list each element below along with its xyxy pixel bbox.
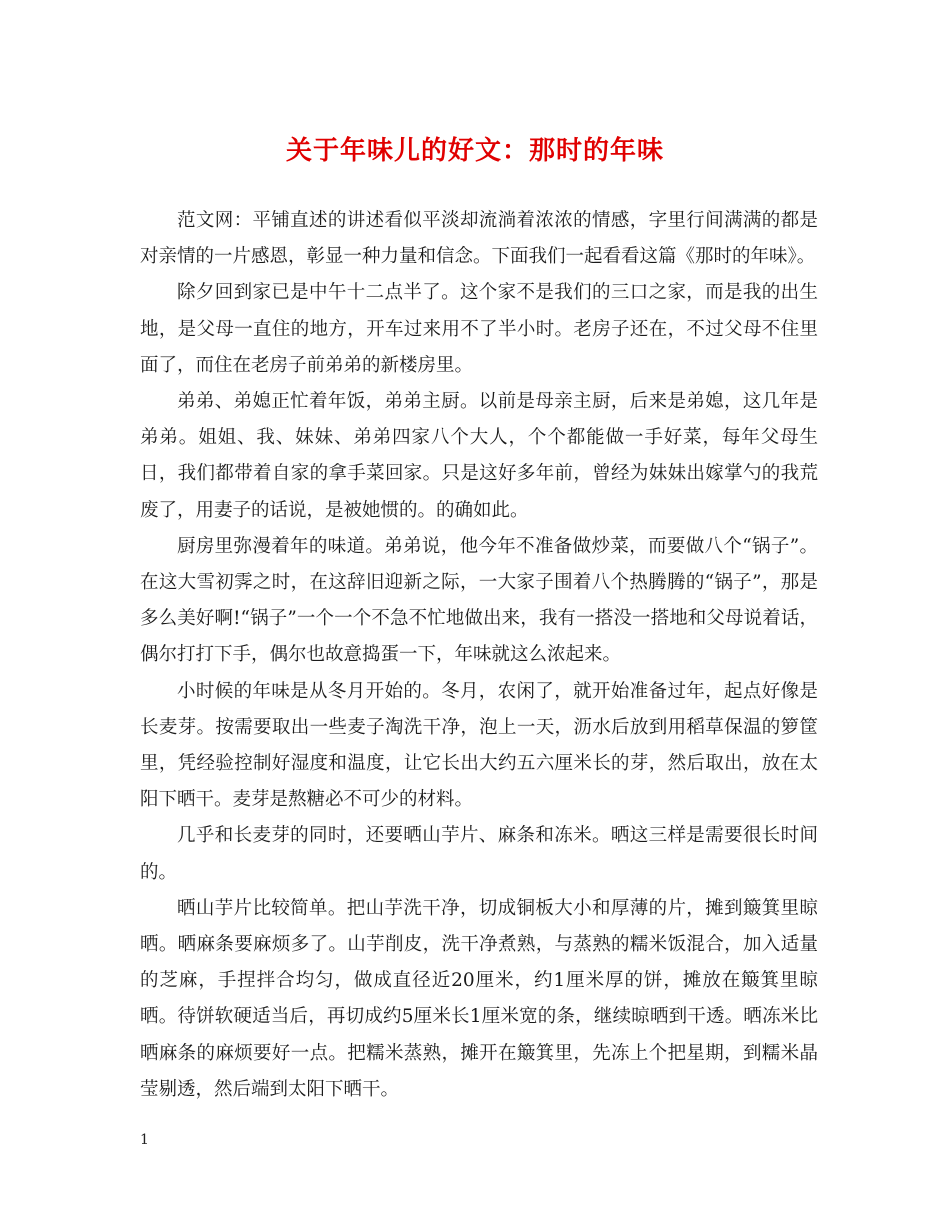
paragraph: 小时候的年味是从冬月开始的。冬月，农闲了，就开始准备过年，起点好像是长麦芽。按需要取出一些麦子淘洗干净，泡上一天，沥水后放到用稻草保温的箩筐里，凭经验控制好湿度和温度，让它长出大约五六厘米长的芽，然后取出，放在太阳下晒干。麦芽是熬糖必不可少的材料。 xyxy=(140,680,818,811)
paragraph: 范文网：平铺直述的讲述看似平淡却流淌着浓浓的情感，字里行间满满的都是对亲情的一片感恩，彰显一种力量和信念。下面我们一起看看这篇《那时的年味》。 xyxy=(140,210,818,268)
paragraph: 几乎和长麦芽的同时，还要晒山芋片、麻条和冻米。晒这三样是需要很长时间的。 xyxy=(140,825,818,883)
paragraph: 弟弟、弟媳正忙着年饭，弟弟主厨。以前是母亲主厨，后来是弟媳，这几年是弟弟。姐姐、我、妹妹、弟弟四家八个大人，个个都能做一手好菜，每年父母生日，我们都带着自家的拿手菜回家。只是这好多年前，曾经为妹妹出嫁掌勺的我荒废了，用妻子的话说，是被她惯的。的确如此。 xyxy=(140,391,818,521)
page-number: 1 xyxy=(140,1132,149,1148)
paragraph: 晒山芋片比较简单。把山芋洗干净，切成铜板大小和厚薄的片，摊到簸箕里晾晒。晒麻条要麻烦多了。山芋削皮，洗干净煮熟，与蒸熟的糯米饭混合，加入适量的芝麻，手捏拌合均匀，做成直径近20厘米，约1厘米厚的饼，摊放在簸箕里晾晒。待饼软硬适当后，再切成约5厘米长1厘米宽的条，继续晾晒到干透。晒冻米比晒麻条的麻烦要好一点。把糯米蒸熟，摊开在簸箕里，先冻上个把星期，到糯米晶莹剔透，然后端到太阳下晒干。 xyxy=(140,897,818,1100)
document-title: 关于年味儿的好文：那时的年味 xyxy=(285,136,664,166)
paragraph: 厨房里弥漫着年的味道。弟弟说，他今年不准备做炒菜，而要做八个“锅子”。在这大雪初霁之时，在这辞旧迎新之际，一大家子围着八个热腾腾的“锅子”，那是多么美好啊!“锅子”一个一个不急不忙地做出来，我有一搭没一搭地和父母说着话，偶尔打打下手，偶尔也故意捣蛋一下，年味就这么浓起来。 xyxy=(140,535,818,666)
document-body xyxy=(140,203,818,1108)
paragraph: 除夕回到家已是中午十二点半了。这个家不是我们的三口之家，而是我的出生地，是父母一直住的地方，开车过来用不了半小时。老房子还在，不过父母不住里面了，而住在老房子前弟弟的新楼房里。 xyxy=(140,282,818,376)
